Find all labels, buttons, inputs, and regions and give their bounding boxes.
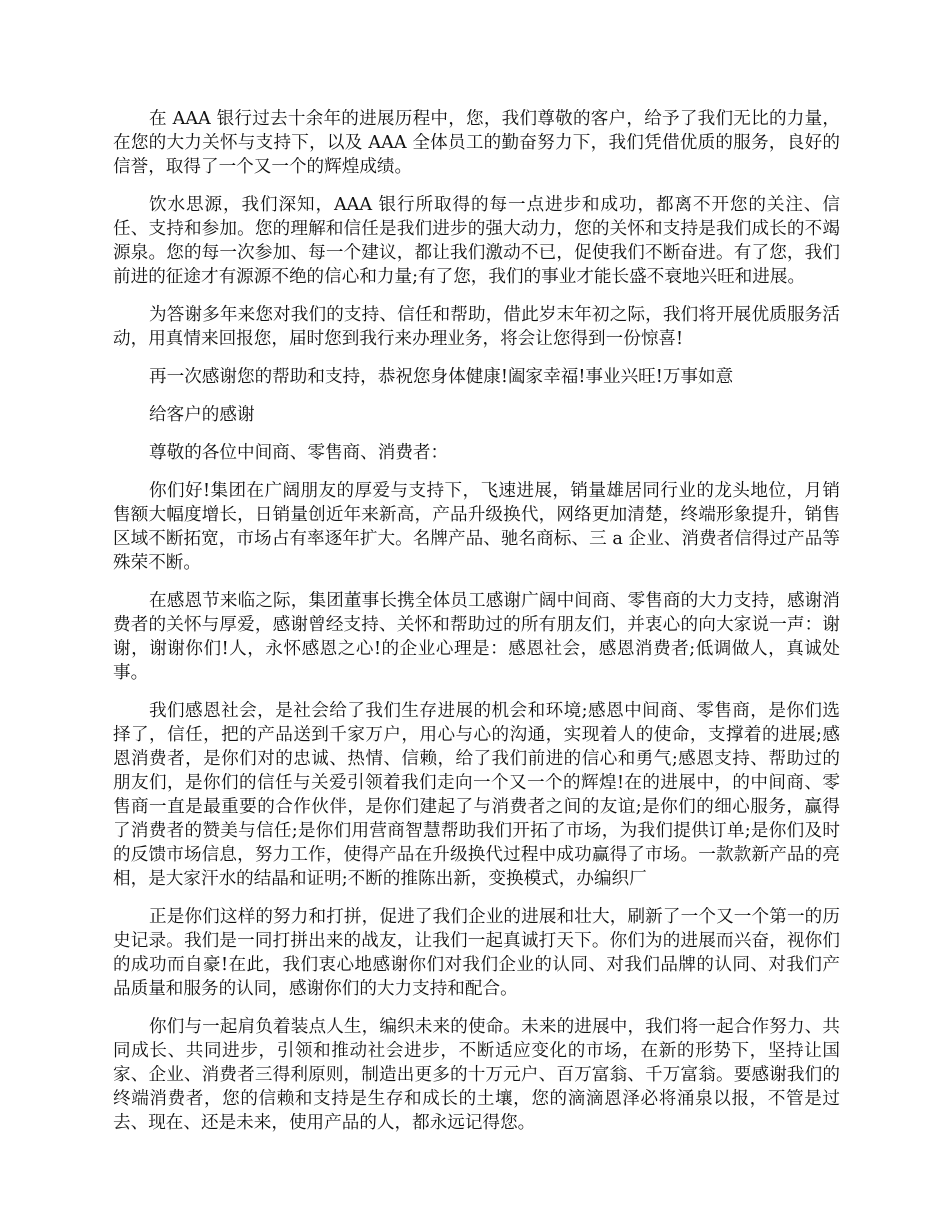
paragraph-blessing: 再一次感谢您的帮助和支持，恭祝您身体健康!阖家幸福!事业兴旺!万事如意 <box>149 367 734 387</box>
section-title: 给客户的感谢 <box>149 405 255 425</box>
paragraph-service-activity: 为答谢多年来您对我们的支持、信任和帮助，借此岁末年初之际，我们将开展优质服务活动，用真情来回报您，届时您到我行来办理业务，将会让您得到一份惊喜! <box>113 305 840 349</box>
document-body <box>113 107 840 1149</box>
paragraph-future: 你们与一起肩负着装点人生，编织未来的使命。未来的进展中，我们将一起合作努力、共同成长、共同进步，引领和推动社会进步，不断适应变化的市场，在新的形势下，坚持让国家、企业、消费者三得利原则，制造出更多的十万元户、百万富翁、千万富翁。要感谢我们的终端消费者，您的信赖和支持是生存和成长的土壤，您的滴滴恩泽必将涌泉以报，不管是过去、现在、还是未来，使用产品的人，都永远记得您。 <box>113 1017 840 1133</box>
salutation: 尊敬的各位中间商、零售商、消费者： <box>149 443 449 463</box>
paragraph-gratitude: 饮水思源，我们深知，AAA 银行所取得的每一点进步和成功，都离不开您的关注、信任、支持和参加。您的理解和信任是我们进步的强大动力，您的关怀和支持是我们成长的不竭源泉。您的每一次参加、每一个建议，都让我们激动不已，促使我们不断奋进。有了您，我们前进的征途才有源源不绝的信心和力量;有了您，我们的事业才能长盛不衰地兴旺和进展。 <box>113 195 840 287</box>
paragraph-intro: 在 AAA 银行过去十余年的进展历程中，您，我们尊敬的客户，给予了我们无比的力量，在您的大力关怀与支持下，以及 AAA 全体员工的勤奋努力下，我们凭借优质的服务，良好的信誉，取得了一个又一个的辉煌成绩。 <box>113 109 840 177</box>
paragraph-thanksgiving: 在感恩节来临之际，集团董事长携全体员工感谢广阔中间商、零售商的大力支持，感谢消费者的关怀与厚爱，感谢曾经支持、关怀和帮助过的所有朋友们，并衷心的向大家说一声：谢谢，谢谢你们!人，永怀感恩之心!的企业心理是：感恩社会，感恩消费者;低调做人，真诚处事。 <box>113 591 840 683</box>
paragraph-efforts: 正是你们这样的努力和打拼，促进了我们企业的进展和壮大，刷新了一个又一个第一的历史记录。我们是一同打拼出来的战友，让我们一起真诚打天下。你们为的进展而兴奋，视你们的成功而自豪!在此，我们衷心地感谢你们对我们企业的认同、对我们品牌的认同、对我们产品质量和服务的认同，感谢你们的大力支持和配合。 <box>113 907 840 999</box>
paragraph-greeting: 你们好!集团在广阔朋友的厚爱与支持下，飞速进展，销量雄居同行业的龙头地位，月销售额大幅度增长，日销量创近年来新高，产品升级换代，网络更加清楚，终端形象提升，销售区域不断拓宽，市场占有率逐年扩大。名牌产品、驰名商标、三 a 企业、消费者信得过产品等殊荣不断。 <box>113 481 840 573</box>
paragraph-gratitude-society: 我们感恩社会，是社会给了我们生存进展的机会和环境;感恩中间商、零售商，是你们选择了，信任，把的产品送到千家万户，用心与心的沟通，实现着人的使命，支撑着的进展;感恩消费者，是你们对的忠诚、热情、信赖，给了我们前进的信心和勇气;感恩支持、帮助过的朋友们，是你们的信任与关爱引领着我们走向一个又一个的辉煌!在的进展中，的中间商、零售商一直是最重要的合作伙伴，是你们建起了与消费者之间的友谊;是你们的细心服务，赢得了消费者的赞美与信任;是你们用营商智慧帮助我们开拓了市场，为我们提供订单;是你们及时的反馈市场信息，努力工作，使得产品在升级换代过程中成功赢得了市场。一款款新产品的亮相，是大家汗水的结晶和证明;不断的推陈出新，变换模式，办编织厂 <box>113 701 840 889</box>
